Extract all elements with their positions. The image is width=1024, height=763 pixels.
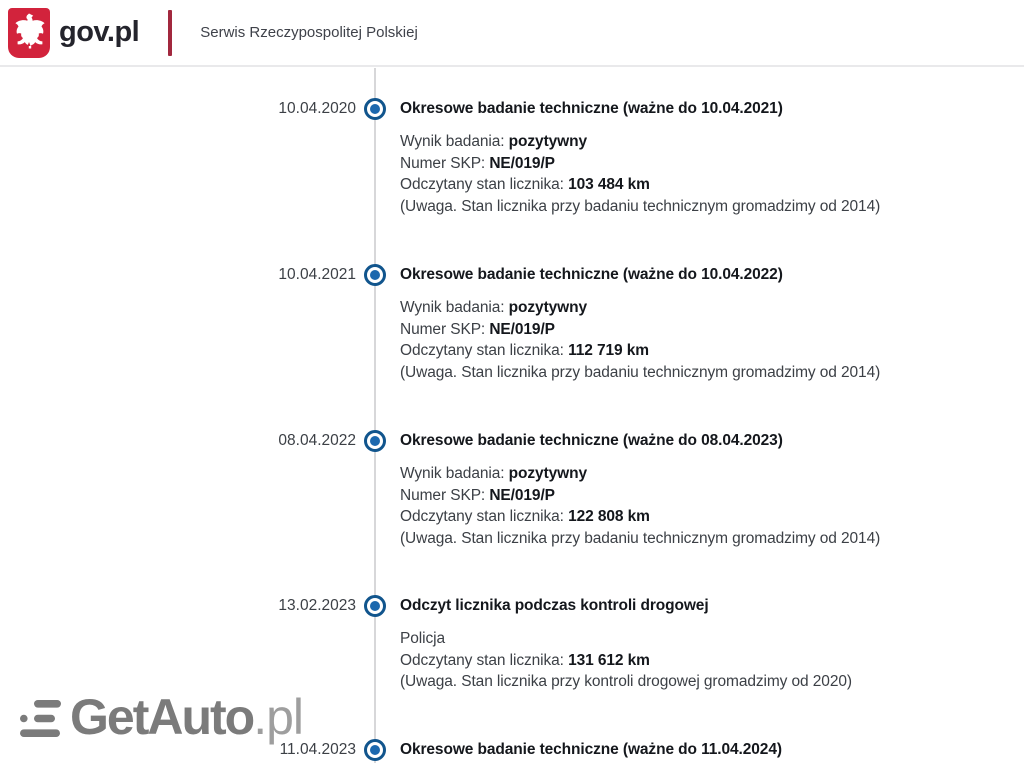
entry-detail-label: Numer SKP: [400,154,490,172]
entry-title: Okresowe badanie techniczne (ważne do 11.04.2024) [400,741,782,758]
entry-detail-line [400,506,1000,528]
entry-note: (Uwaga. Stan licznika przy kontroli drogowej gromadzimy od 2020) [400,673,852,690]
entry-detail-line [400,463,1000,485]
getauto-watermark [20,689,304,745]
site-header [0,0,1024,67]
header-divider [168,10,172,56]
entry-detail-line [400,131,1000,153]
timeline-marker-icon [364,98,386,120]
entry-detail-line [400,174,1000,196]
entry-date: 13.02.2023 [278,597,356,614]
entry-detail-value: pozytywny [508,133,587,150]
entry-detail-value: pozytywny [508,465,587,482]
entry-date: 08.04.2022 [278,432,356,449]
entry-detail-label: Wynik badania: [400,133,509,150]
site-tagline: Serwis Rzeczypospolitej Polskiej [200,24,418,41]
entry-date: 10.04.2020 [278,100,356,117]
entry-detail-line [400,319,1000,341]
entry-detail-label: Policja [400,630,445,647]
entry-detail-label: Wynik badania: [400,465,509,482]
entry-detail-line [400,650,1000,672]
entry-detail-value: 112 719 km [568,342,649,359]
entry-date: 11.04.2023 [279,741,356,758]
entry-detail-line [400,340,1000,362]
govpl-logo-link[interactable] [8,8,139,58]
entry-detail-value: NE/019/P [489,154,555,172]
timeline-line [374,68,376,763]
entry-title: Okresowe badanie techniczne (ważne do 08.04.2023) [400,432,783,449]
timeline-marker-icon [364,595,386,617]
entry-detail-value: pozytywny [508,299,587,316]
entry-detail-value: NE/019/P [489,486,555,504]
entry-detail-label: Odczytany stan licznika: [400,651,569,669]
entry-note: (Uwaga. Stan licznika przy badaniu technicznym gromadzimy od 2014) [400,529,881,547]
entry-note: (Uwaga. Stan licznika przy badaniu technicznym gromadzimy od 2014) [400,363,881,381]
getauto-brand-text [70,689,304,745]
entry-note: (Uwaga. Stan licznika przy badaniu technicznym gromadzimy od 2014) [400,197,881,215]
brand-name: gov.pl [59,16,140,48]
entry-detail-value: 122 808 km [568,508,650,525]
entry-detail-label: Wynik badania: [400,299,509,316]
entry-detail-value: NE/019/P [489,320,555,338]
poland-eagle-emblem-icon [8,8,50,58]
entry-detail-line [400,485,1000,507]
entry-detail-line [400,297,1000,319]
getauto-brand: GetAuto [70,689,254,745]
entry-title: Odczyt licznika podczas kontroli drogowej [400,597,709,614]
entry-detail-label: Odczytany stan licznika: [400,176,569,193]
entry-detail-label: Numer SKP: [400,486,490,504]
entry-title: Okresowe badanie techniczne (ważne do 10.04.2021) [400,100,783,117]
entry-detail-line [400,628,1000,650]
timeline-marker-icon [364,739,386,761]
getauto-logo-icon [20,699,61,743]
entry-detail-value: 131 612 km [568,651,650,669]
getauto-suffix: .pl [253,689,304,745]
timeline-marker-icon [364,264,386,286]
entry-detail-label: Numer SKP: [400,320,490,338]
entry-date: 10.04.2021 [278,266,356,283]
entry-detail-line [400,153,1000,175]
entry-detail-label: Odczytany stan licznika: [400,508,569,525]
entry-detail-value: 103 484 km [568,176,650,193]
timeline-marker-icon [364,430,386,452]
entry-title: Okresowe badanie techniczne (ważne do 10.04.2022) [400,266,783,283]
entry-detail-label: Odczytany stan licznika: [400,342,569,359]
